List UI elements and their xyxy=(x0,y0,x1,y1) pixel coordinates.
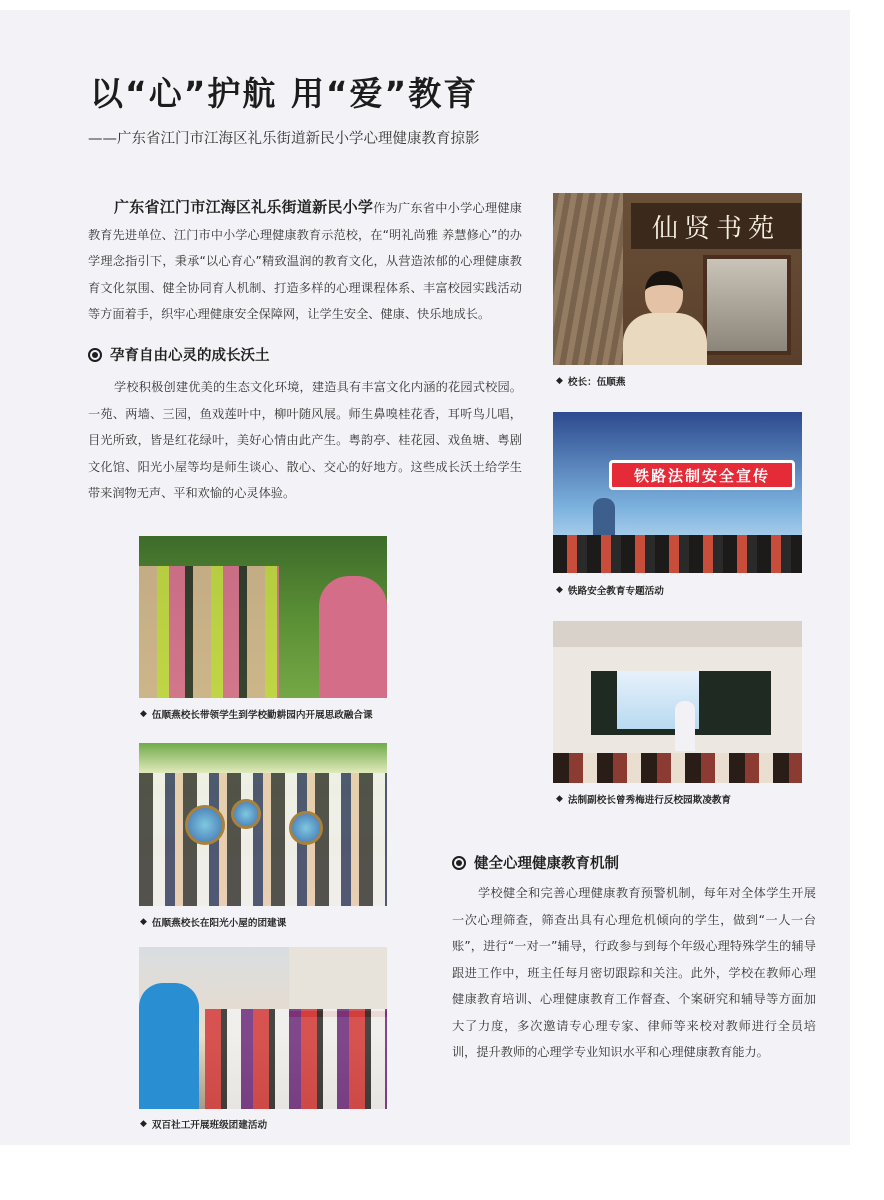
painted-plate xyxy=(289,811,323,845)
classroom-caption xyxy=(556,792,731,806)
classroom-photo xyxy=(553,621,802,783)
circled-dot-icon xyxy=(452,856,466,870)
person-body xyxy=(623,313,707,365)
ceiling xyxy=(553,621,802,647)
section-heading-mechanism xyxy=(452,852,619,873)
railway-photo xyxy=(553,412,802,573)
section2-paragraph: 学校健全和完善心理健康教育预警机制，每年对全体学生开展一次心理筛查，筛查出具有心理危机倾向的学生，做到“一人一台账”，进行“一对一”辅导，行政参与到每个年级心理特殊学生的辅导跟进工作中，班主任每月密切跟踪和关注。此外，学校在教师心理健康教育培训、心理健康教育工作督查、个案研究和辅导等方面加大了力度，多次邀请专心理专家、律师等来校对教师进行全员培训，提升教师的心理学专业知识水平和心理健康教育能力。 xyxy=(452,886,816,1059)
vine-decoration xyxy=(553,193,623,365)
caption-text: 伍顺燕校长带领学生到学校勤耕园内开展思政融合课 xyxy=(151,710,373,721)
principal-photo xyxy=(553,193,802,365)
caption-text: 伍顺燕校长在阳光小屋的团建课 xyxy=(151,918,287,929)
diamond-icon: ◆ xyxy=(140,709,147,719)
students-group xyxy=(205,1009,387,1109)
section1-paragraph: 学校积极创建优美的生态文化环境，建造具有丰富文化内涵的花园式校园。一苑、两墙、三园，鱼戏莲叶中，柳叶随风展。师生鼻嗅桂花香，耳听鸟儿唱，目光所致，皆是红花绿叶，美好心情由此产生。粤韵亭、桂花园、戏鱼塘、粤剧文化馆、阳光小屋等均是师生谈心、散心、交心的好地方。这些成长沃土给学生带来润物无声、平和欢愉的心灵体验。 xyxy=(88,380,522,500)
railway-banner: 铁路法制安全宣传 xyxy=(609,460,795,490)
sunshine-caption xyxy=(140,915,286,929)
student-row xyxy=(553,753,802,783)
section-heading-text: 健全心理健康教育机制 xyxy=(474,856,619,872)
caption-text: 校长：伍顺燕 xyxy=(567,377,626,388)
plaque-sign: 仙贤书苑 xyxy=(631,203,801,249)
painted-plate xyxy=(231,799,261,829)
diamond-icon: ◆ xyxy=(140,917,147,927)
social-worker-figure xyxy=(139,983,199,1109)
social-work-photo xyxy=(139,947,387,1109)
painted-plate xyxy=(185,805,225,845)
section-heading-growth xyxy=(88,344,270,365)
page xyxy=(0,10,850,1145)
window xyxy=(703,255,791,355)
section-heading-text: 孕育自由心灵的成长沃土 xyxy=(110,348,270,364)
student-crowd xyxy=(553,535,802,573)
diamond-icon: ◆ xyxy=(556,376,563,386)
diamond-icon: ◆ xyxy=(556,794,563,804)
intro-lead: 广东省江门市江海区礼乐街道新民小学 xyxy=(114,198,374,216)
circled-dot-icon xyxy=(88,348,102,362)
intro-body: 作为广东省中小学心理健康教育先进单位、江门市中小学心理健康教育示范校，在“明礼尚雅 养慧修心”的办学理念指引下，秉承“以心育心”精致温润的教育文化，从营造浓郁的心理健康教育文化氛围、健全协同育人机制、打造多样的心理课程体系、丰富校园实践活动等方面着手，织牢心理健康安全保障网，让学生安全、健康、快乐地成长。 xyxy=(88,201,522,321)
intro-paragraph xyxy=(88,194,522,328)
social-caption xyxy=(140,1117,267,1131)
students-group xyxy=(139,566,279,698)
caption-text: 法制副校长曾秀梅进行反校园欺凌教育 xyxy=(567,795,732,806)
person-head xyxy=(645,271,683,317)
teacher-figure xyxy=(675,701,695,751)
railway-caption xyxy=(556,583,664,597)
garden-photo xyxy=(139,536,387,698)
students-group xyxy=(139,773,387,906)
principal-figure xyxy=(319,576,387,698)
school-building xyxy=(289,947,387,1017)
sunshine-hut-photo xyxy=(139,743,387,906)
caption-text: 铁路安全教育专题活动 xyxy=(567,586,664,597)
page-subtitle: ——广东省江门市江海区礼乐街道新民小学心理健康教育掠影 xyxy=(88,131,480,147)
diamond-icon: ◆ xyxy=(556,585,563,595)
page-title: 以“心”护航 用“爱”教育 xyxy=(90,74,479,113)
principal-caption xyxy=(556,374,625,388)
garden-caption xyxy=(140,707,373,721)
caption-text: 双百社工开展班级团建活动 xyxy=(151,1120,268,1131)
diamond-icon: ◆ xyxy=(140,1119,147,1129)
